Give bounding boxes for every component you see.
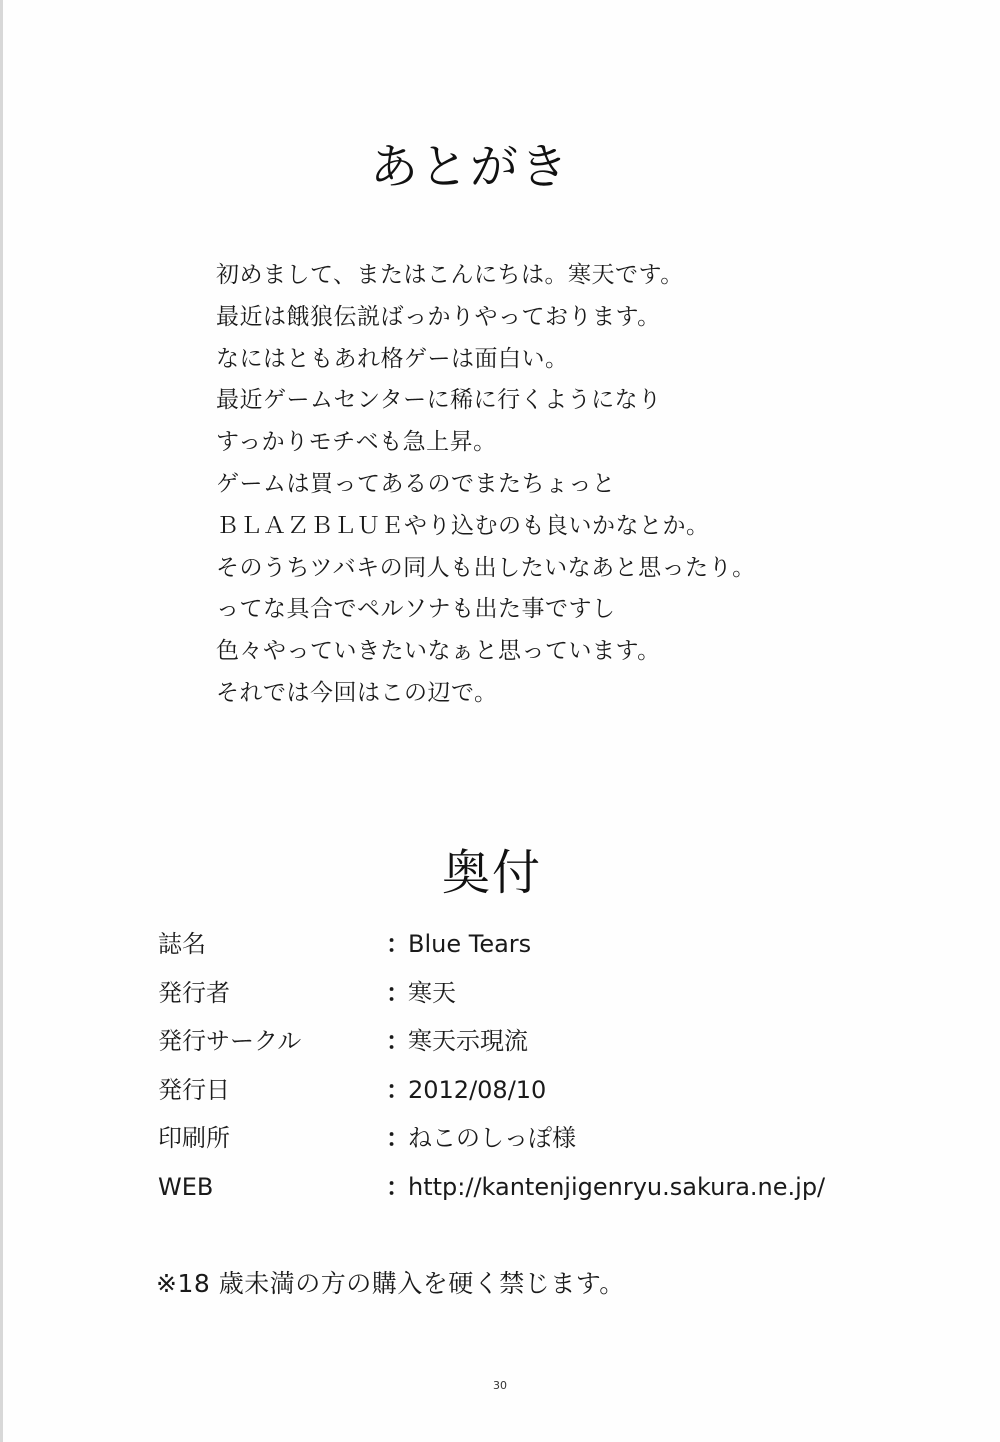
colophon-row-printer	[158, 1114, 918, 1163]
afterword-line: なにはともあれ格ゲーは面白い。	[216, 345, 569, 372]
colophon-label: 誌名	[158, 930, 206, 958]
afterword-line: 初めまして、またはこんにちは。寒天です。	[216, 262, 684, 288]
colophon-label: WEB	[158, 1172, 214, 1201]
colophon-label: 発行日	[158, 1075, 230, 1104]
afterword-line: そのうちツバキの同人も出したいなあと思ったり。	[216, 554, 756, 581]
page-number: 30	[493, 1379, 507, 1392]
age-restriction-notice: ※18 歳未満の方の購入を硬く禁じます。	[156, 1269, 625, 1298]
afterword-line: 色々やっていきたいなぁと思っています。	[216, 638, 661, 665]
colophon-value: 寒天示現流	[408, 1027, 528, 1056]
afterword-line: ＢＬＡＺＢＬＵＥやり込むのも良いかなとか。	[216, 512, 710, 539]
afterword-body	[216, 255, 916, 715]
colophon-web-url: http://kantenjigenryu.sakura.ne.jp/	[408, 1172, 826, 1201]
colophon-label: 印刷所	[158, 1124, 230, 1153]
page-edge	[0, 0, 3, 1442]
colophon-value: 2012/08/10	[408, 1075, 547, 1104]
colophon-row-title	[158, 920, 918, 969]
afterword-title: あとがき	[369, 139, 570, 195]
colophon-row-publisher	[158, 969, 918, 1018]
colophon-row-circle	[158, 1017, 918, 1066]
colophon-label: 発行者	[158, 978, 230, 1007]
colophon-table	[158, 920, 918, 1212]
colophon-value: Blue Tears	[408, 930, 532, 958]
colophon-separator: ：	[386, 930, 410, 958]
colophon-separator: ：	[386, 1027, 410, 1056]
afterword-line: 最近ゲームセンターに稀に行くようになり	[216, 387, 662, 414]
afterword-line: すっかりモチベも急上昇。	[216, 429, 497, 456]
colophon-value: ねこのしっぽ様	[408, 1124, 576, 1153]
colophon-separator: ：	[386, 978, 410, 1007]
colophon-value: 寒天	[408, 978, 456, 1007]
colophon-row-date	[158, 1066, 918, 1115]
colophon-title: 奥付	[441, 845, 542, 901]
afterword-line: 最近は餓狼伝説ばっかりやっております。	[216, 303, 661, 330]
afterword-line: ってな具合でペルソナも出た事ですし	[216, 596, 616, 623]
colophon-row-web	[158, 1163, 918, 1212]
colophon-label: 発行サークル	[158, 1027, 302, 1056]
afterword-line: それでは今回はこの辺で。	[216, 679, 498, 706]
colophon-separator: ：	[386, 1172, 410, 1201]
afterword-line: ゲームは買ってあるのでまたちょっと	[216, 470, 616, 497]
colophon-separator: ：	[386, 1124, 410, 1153]
colophon-separator: ：	[386, 1075, 410, 1104]
